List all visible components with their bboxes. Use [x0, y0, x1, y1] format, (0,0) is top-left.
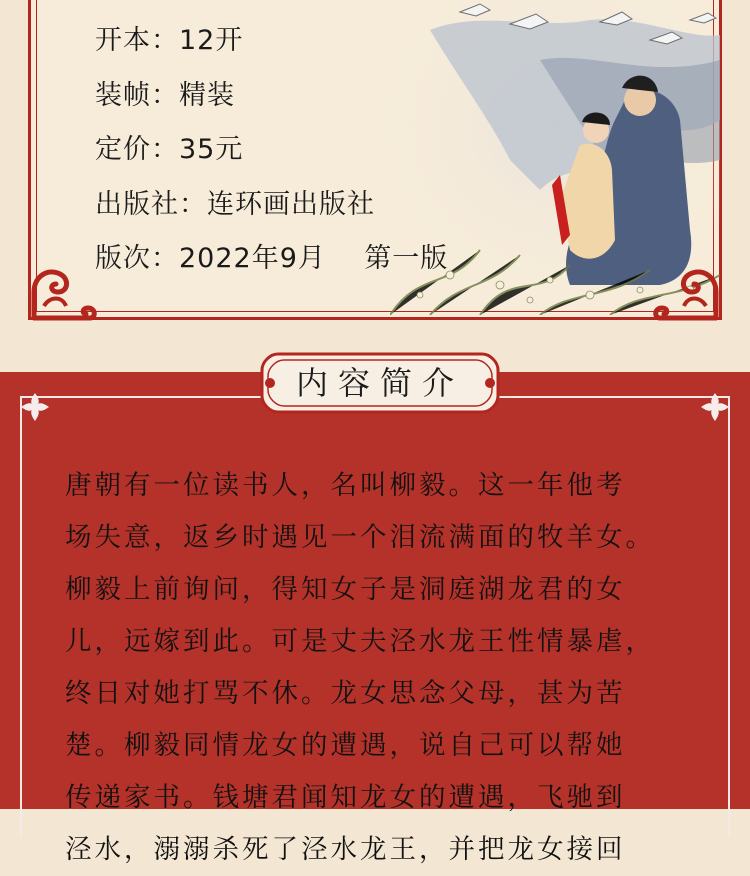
synopsis-line: 楚。柳毅同情龙女的遭遇，说自己可以帮她	[65, 730, 626, 761]
info-label: 装帧：	[95, 79, 179, 111]
info-value: 35元	[179, 134, 244, 165]
info-row-publisher	[95, 178, 448, 233]
synopsis-line: 儿，远嫁到此。可是丈夫泾水龙王性情暴虐，	[65, 626, 655, 657]
synopsis-line: 唐朝有一位读书人，名叫柳毅。这一年他考	[65, 470, 626, 501]
synopsis-line: 场失意，返乡时遇见一个泪流满面的牧羊女。	[65, 522, 655, 553]
info-label: 出版社：	[95, 188, 207, 220]
info-row-price	[95, 123, 448, 178]
info-value: 12开	[179, 25, 244, 56]
synopsis-line: 柳毅上前询问，得知女子是洞庭湖龙君的女	[65, 574, 626, 605]
book-info-list	[95, 14, 448, 287]
info-row-binding	[95, 69, 448, 124]
info-value: 精装	[179, 79, 235, 111]
synopsis-line: 终日对她打骂不休。龙女思念父母，甚为苦	[65, 678, 626, 709]
info-row-format	[95, 14, 448, 69]
info-row-edition	[95, 232, 448, 287]
section-title: 内容简介	[295, 364, 464, 402]
corner-ornament-right	[650, 262, 720, 322]
synopsis-line: 传递家书。钱塘君闻知龙女的遭遇，飞驰到	[65, 782, 626, 813]
info-label: 版次：	[95, 243, 179, 274]
book-info-panel	[0, 0, 750, 345]
synopsis-line: 泾水，溺溺杀死了泾水龙王，并把龙女接回	[65, 834, 626, 865]
info-value: 连环画出版社	[207, 188, 375, 220]
info-label: 定价：	[95, 134, 179, 165]
synopsis-text	[65, 460, 705, 876]
fleur-ornament-left	[18, 390, 52, 424]
info-label: 开本：	[95, 25, 179, 56]
corner-ornament-left	[30, 262, 100, 322]
info-value: 2022年9月 第一版	[179, 243, 449, 274]
fleur-ornament-right	[698, 390, 732, 424]
